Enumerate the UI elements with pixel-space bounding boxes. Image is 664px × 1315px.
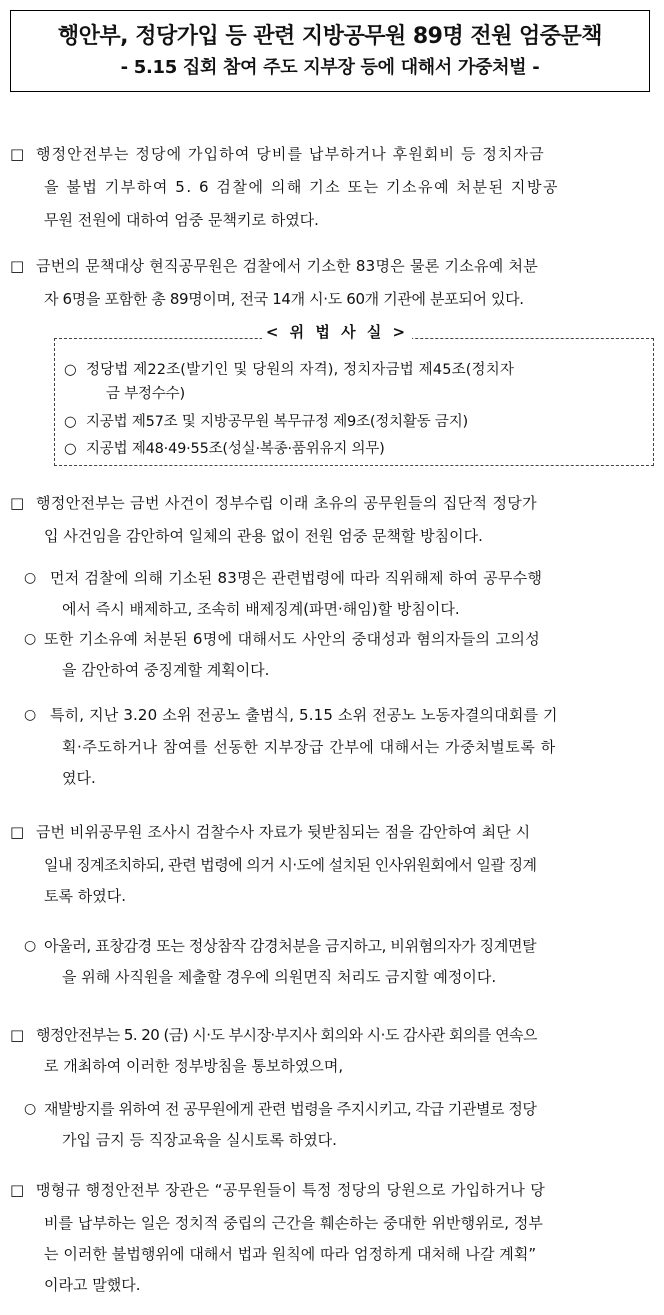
paragraph-line: 을 감안하여 중징계할 계획이다. (62, 661, 270, 679)
paragraph-line: 금번 비위공무원 조사시 검찰수사 자료가 뒷받침되는 점을 감안하여 최단 시 (36, 823, 531, 841)
paragraph-line: 특히, 지난 3.20 소위 전공노 출범식, 5.15 소위 전공노 노동자결의대회를 기 (50, 706, 558, 724)
paragraph-line: 무원 전원에 대하여 엄중 문책키로 하였다. (44, 211, 319, 229)
paragraph-line: 또한 기소유예 처분된 6명에 대해서도 사안의 중대성과 혐의자들의 고의성 (44, 630, 541, 648)
square-bullet-icon: □ (10, 145, 25, 163)
paragraph-line: 비를 납부하는 일은 정치적 중립의 근간을 훼손하는 중대한 위반행위로, 정부 (44, 1214, 543, 1232)
paragraph-line: 재발방지를 위하여 전 공무원에게 관련 법령을 주지시키고, 각급 기관별로 정당 (44, 1100, 537, 1118)
paragraph-line: 토록 하였다. (44, 887, 126, 905)
paragraph-line: 에서 즉시 배제하고, 조속히 배제징계(파면·해임)할 방침이다. (62, 600, 460, 618)
paragraph-line: 을 불법 기부하여 5. 6 검찰에 의해 기소 또는 기소유예 처분된 지방공 (44, 178, 560, 196)
paragraph-line: 입 사건임을 감안하여 일체의 관용 없이 전원 엄중 문책할 방침이다. (44, 527, 483, 545)
violation-line: 정당법 제22조(발기인 및 당원의 자격), 정치자금법 제45조(정치자 (86, 362, 515, 378)
paragraph-line: 아울러, 표창감경 또는 정상참작 감경처분을 금지하고, 비위혐의자가 징계면탈 (44, 937, 537, 955)
violation-marker: ○ (64, 441, 77, 457)
violation-line: 금 부정수수) (106, 386, 185, 402)
paragraph-line: 행정안전부는 5. 20 (금) 시·도 부시장·부지사 회의와 시·도 감사관 회의를 연속으 (36, 1026, 537, 1044)
paragraph-line: 행정안전부는 금번 사건이 정부수립 이래 초유의 공무원들의 집단적 정당가 (36, 494, 537, 512)
paragraph-line: 일내 징계조치하되, 관련 법령에 의거 시·도에 설치된 인사위원회에서 일괄 징계 (44, 856, 537, 874)
paragraph-line: 획·주도하거나 참여를 선동한 지부장급 간부에 대해서는 가중처벌토록 하 (62, 738, 556, 756)
square-bullet-icon: □ (10, 257, 25, 275)
paragraph-line: 가입 금지 등 직장교육을 실시토록 하였다. (62, 1131, 337, 1149)
paragraph-line: 행정안전부는 정당에 가입하여 당비를 납부하거나 후원회비 등 정치자금 (36, 145, 545, 163)
circle-bullet-icon: ○ (24, 707, 37, 723)
paragraph-line: 로 개최하여 이러한 정부방침을 통보하였으며, (44, 1057, 344, 1075)
paragraph-line: 이라고 말했다. (44, 1276, 141, 1294)
paragraph-line: 는 이러한 불법행위에 대해서 법과 원칙에 따라 엄정하게 대처해 나갈 계획” (44, 1245, 537, 1263)
violation-line: 지공법 제57조 및 지방공무원 복무규정 제9조(정치활동 금지) (86, 414, 469, 430)
paragraph-line: 였다. (62, 769, 96, 787)
paragraph-line: 먼저 검찰에 의해 기소된 83명은 관련법령에 따라 직위해제 하여 공무수행 (50, 569, 543, 587)
paragraph-line: 맹형규 행정안전부 장관은 “공무원들이 특정 정당의 당원으로 가입하거나 당 (36, 1181, 546, 1199)
violation-marker: ○ (64, 362, 77, 378)
square-bullet-icon: □ (10, 1181, 25, 1199)
paragraph-line: 금번의 문책대상 현직공무원은 검찰에서 기소한 83명은 물론 기소유예 처분 (36, 257, 538, 275)
paragraph-line: 자 6명을 포함한 총 89명이며, 전국 14개 시·도 60개 기관에 분포되어 있다. (44, 290, 524, 308)
circle-bullet-icon: ○ (24, 1101, 37, 1117)
violation-marker: ○ (64, 414, 77, 430)
headline-box (10, 10, 650, 92)
violations-title: < 위 법 사 실 > (262, 318, 412, 346)
circle-bullet-icon: ○ (24, 938, 37, 954)
square-bullet-icon: □ (10, 823, 25, 841)
square-bullet-icon: □ (10, 1026, 25, 1044)
circle-bullet-icon: ○ (24, 631, 37, 647)
headline-subtitle: - 5.15 집회 참여 주도 지부장 등에 대해서 가중처벌 - (120, 57, 540, 78)
violation-line: 지공법 제48·49·55조(성실·복종·품위유지 의무) (86, 441, 385, 457)
headline-title: 행안부, 정당가입 등 관련 지방공무원 89명 전원 엄중문책 (57, 24, 603, 49)
paragraph-line: 을 위해 사직원을 제출할 경우에 의원면직 처리도 금지할 예정이다. (62, 968, 497, 986)
square-bullet-icon: □ (10, 494, 25, 512)
circle-bullet-icon: ○ (24, 570, 37, 586)
